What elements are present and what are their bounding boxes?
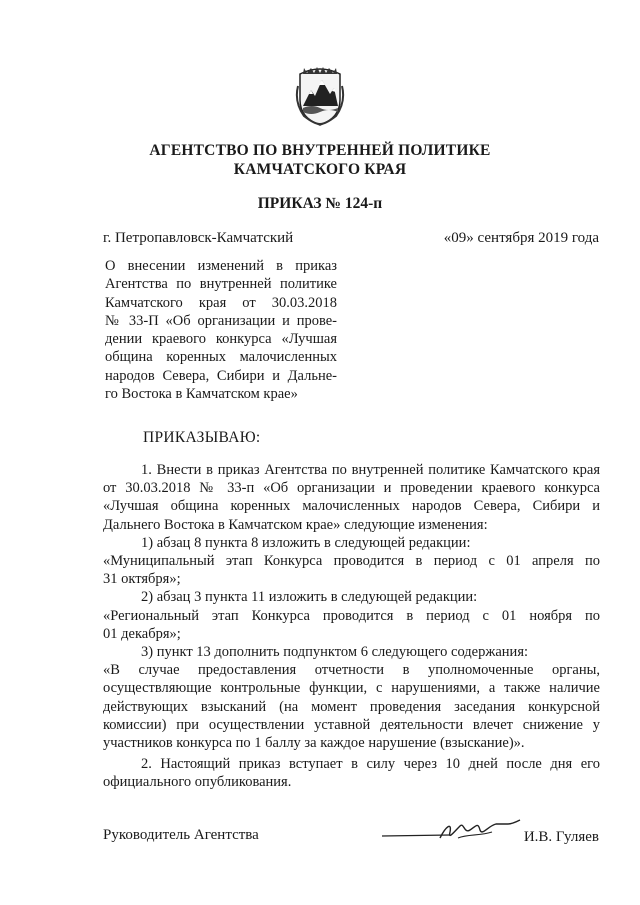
paragraph-2 xyxy=(103,755,600,791)
subject-line: народов Севера, Сибири и Дальне- xyxy=(105,367,337,384)
paragraph-line: от 30.03.2018 № 33-п «Об организации и проведении краевого конкурса xyxy=(103,480,600,497)
paragraph-line: 2) абзац 3 пункта 11 изложить в следующей редакции: xyxy=(141,589,478,606)
paragraph-line: «Муниципальный этап Конкурса проводится в период с 01 апреля по xyxy=(103,553,600,570)
subject-line: го Востока в Камчатском крае» xyxy=(105,386,298,403)
subject-line: Агентства по внутренней политике xyxy=(105,276,337,293)
subject-line: дении краевого конкурса «Лучшая xyxy=(105,331,337,348)
order-subject xyxy=(105,257,337,403)
issue-date: «09» сентября 2019 года xyxy=(443,230,599,246)
paragraph-line: комиссии) при осуществлении уставной деятельности влечет снижение у xyxy=(103,716,600,733)
subject-line: № 33-П «Об организации и прове- xyxy=(105,312,337,329)
paragraph-line: официального опубликования. xyxy=(103,774,292,791)
signatory-role: Руководитель Агентства xyxy=(103,827,259,843)
paragraph-line: «В случае предоставления отчетности в уполномоченные органы, xyxy=(103,662,600,679)
subject-line: Камчатского края от 30.03.2018 xyxy=(105,294,337,311)
paragraph-line: 01 декабря»; xyxy=(103,625,181,642)
paragraph-line: 2. Настоящий приказ вступает в силу через 10 дней после дня его xyxy=(141,756,600,772)
paragraph-line: «Лучшая община коренных малочисленных народов Севера, Сибири и xyxy=(103,498,600,515)
paragraph-line: 1. Внести в приказ Агентства по внутренней политике Камчатского края xyxy=(141,462,600,478)
paragraph-line: участников конкурса по 1 баллу за каждое нарушение (взыскание)». xyxy=(103,735,525,752)
organization-name-line2: КАМЧАТСКОГО КРАЯ xyxy=(233,161,407,178)
paragraph-1 xyxy=(103,461,600,752)
issue-place: г. Петропавловск-Камчатский xyxy=(103,230,294,246)
signatory-name: И.В. Гуляев xyxy=(523,829,599,845)
subject-line: община коренных малочисленных xyxy=(105,349,337,366)
handwritten-signature-icon xyxy=(380,812,530,846)
paragraph-line: осуществляющие контрольные функции, с нарушениями, а также наличие xyxy=(103,680,600,697)
order-keyword: ПРИКАЗЫВАЮ: xyxy=(143,429,261,446)
order-title: ПРИКАЗ № 124-п xyxy=(257,195,383,212)
organization-name-line1: АГЕНТСТВО ПО ВНУТРЕННЕЙ ПОЛИТИКЕ xyxy=(149,142,491,159)
paragraph-line: 31 октября»; xyxy=(103,571,181,588)
subject-line: О внесении изменений в приказ xyxy=(105,258,337,274)
paragraph-line: «Региональный этап Конкурса проводится в период с 01 ноября по xyxy=(103,607,600,624)
paragraph-line: 3) пункт 13 дополнить подпунктом 6 следующего содержания: xyxy=(141,644,529,661)
paragraph-line: Дальнего Востока в Камчатском крае» следующие изменения: xyxy=(103,516,488,533)
paragraph-line: 1) абзац 8 пункта 8 изложить в следующей редакции: xyxy=(141,534,471,551)
paragraph-line: действующих взысканий (на момент проведения заседания конкурсной xyxy=(103,698,600,715)
kamchatka-coat-of-arms-icon xyxy=(294,66,346,126)
